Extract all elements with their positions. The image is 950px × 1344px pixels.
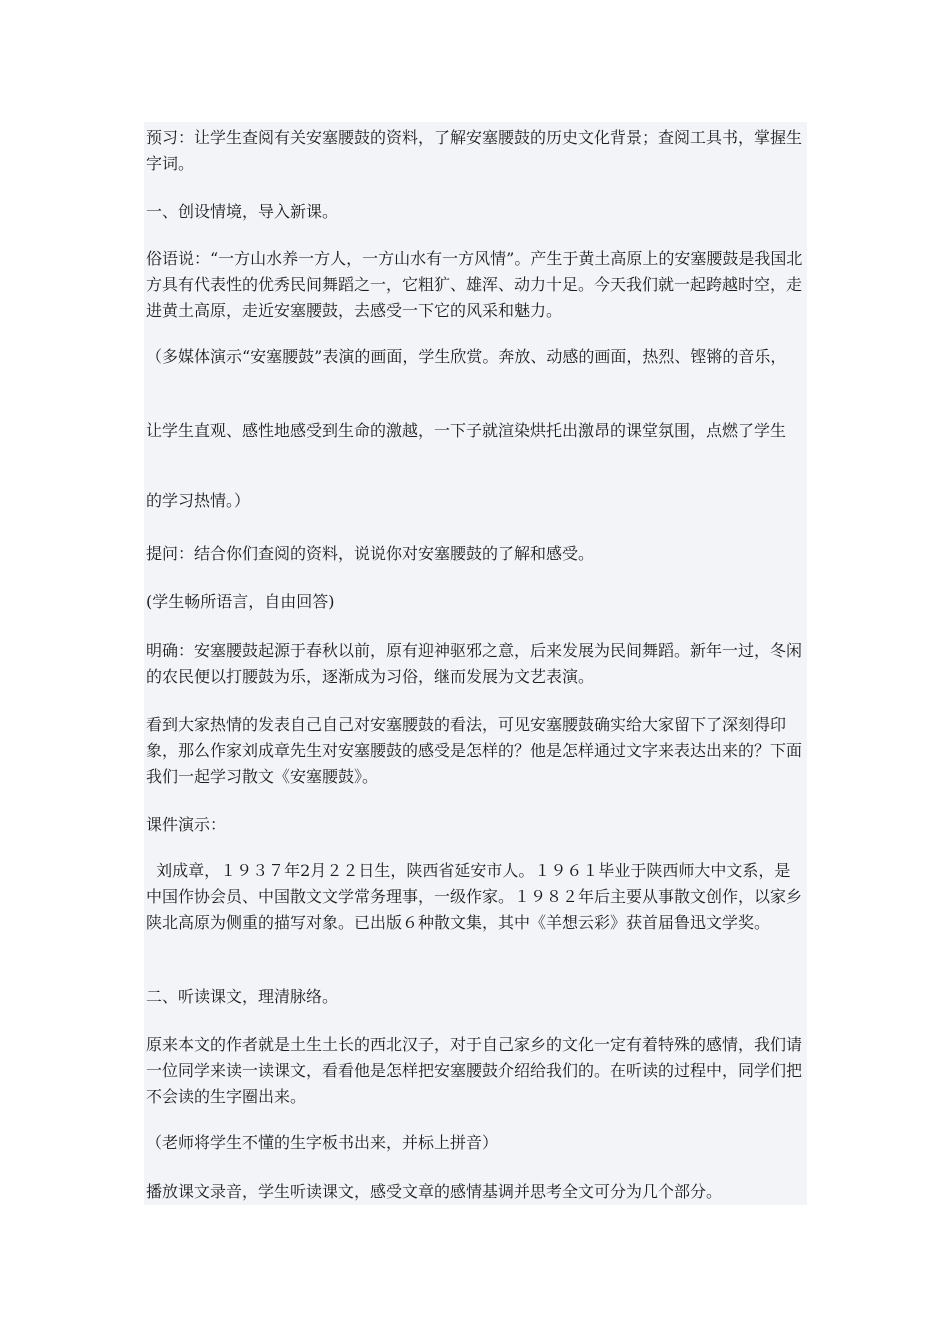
- section-heading-1: 一、创设情境，导入新课。: [146, 202, 339, 221]
- media-note-part-1: （多媒体演示“安塞腰鼓”表演的画面，学生欣赏。奔放、动感的画面，热烈、铿锵的音乐，: [146, 347, 787, 366]
- recording-paragraph: 播放课文录音，学生听读课文，感受文章的感情基调并思考全文可分为几个部分。: [146, 1182, 723, 1201]
- student-answer-note: (学生畅所语言，自由回答): [146, 592, 335, 611]
- courseware-label: 课件演示：: [146, 815, 227, 834]
- media-note-part-2: 让学生直观、感性地感受到生命的激越，一下子就渲染烘托出激昂的课堂氛围，点燃了学生: [146, 421, 787, 440]
- preview-paragraph: 预习：让学生查阅有关安塞腰鼓的资料，了解安塞腰鼓的历史文化背景；查阅工具书，掌握生字词。: [146, 128, 803, 173]
- intro-paragraph: 俗语说：“一方山水养一方人，一方山水有一方风情”。产生于黄土高原上的安塞腰鼓是我国北方具有代表性的优秀民间舞蹈之一，它粗犷、雄浑、动力十足。今天我们就一起跨越时空，走进黄土高原，走近安塞腰鼓，去感受一下它的风采和魅力。: [146, 249, 803, 320]
- media-note-part-3: 的学习热情。）: [146, 491, 251, 510]
- transition-paragraph: 看到大家热情的发表自己自己对安塞腰鼓的看法，可见安塞腰鼓确实给大家留下了深刻得印象，那么作家刘成章先生对安塞腰鼓的感受是怎样的？他是怎样通过文字来表达出来的？下面我们一起学习散文《安塞腰鼓》。: [146, 715, 803, 786]
- author-bio-paragraph: 刘成章，１９３７年2月２２日生，陕西省延安市人。１９６１毕业于陕西师大中文系，是中国作协会员、中国散文文学常务理事，一级作家。１９８２年后主要从事散文创作，以家乡陕北高原为侧重的描写对象。已出版６种散文集，其中《羊想云彩》获首届鲁迅文学奖。: [146, 861, 803, 932]
- clarification-paragraph: 明确：安塞腰鼓起源于春秋以前，原有迎神驱邪之意，后来发展为民间舞蹈。新年一过，冬闲的农民便以打腰鼓为乐，逐渐成为习俗，继而发展为文艺表演。: [146, 641, 803, 686]
- question-paragraph: 提问：结合你们查阅的资料，说说你对安塞腰鼓的了解和感受。: [146, 544, 595, 563]
- listening-paragraph: 原来本文的作者就是土生土长的西北汉子，对于自己家乡的文化一定有着特殊的感情，我们请一位同学来读一读课文，看看他是怎样把安塞腰鼓介绍给我们的。在听读的过程中，同学们把不会读的生字圈出来。: [146, 1035, 803, 1106]
- section-heading-2: 二、听读课文，理清脉络。: [146, 987, 339, 1006]
- teacher-note: （老师将学生不懂的生字板书出来，并标上拼音）: [146, 1133, 499, 1152]
- lesson-plan-content: [144, 122, 807, 1205]
